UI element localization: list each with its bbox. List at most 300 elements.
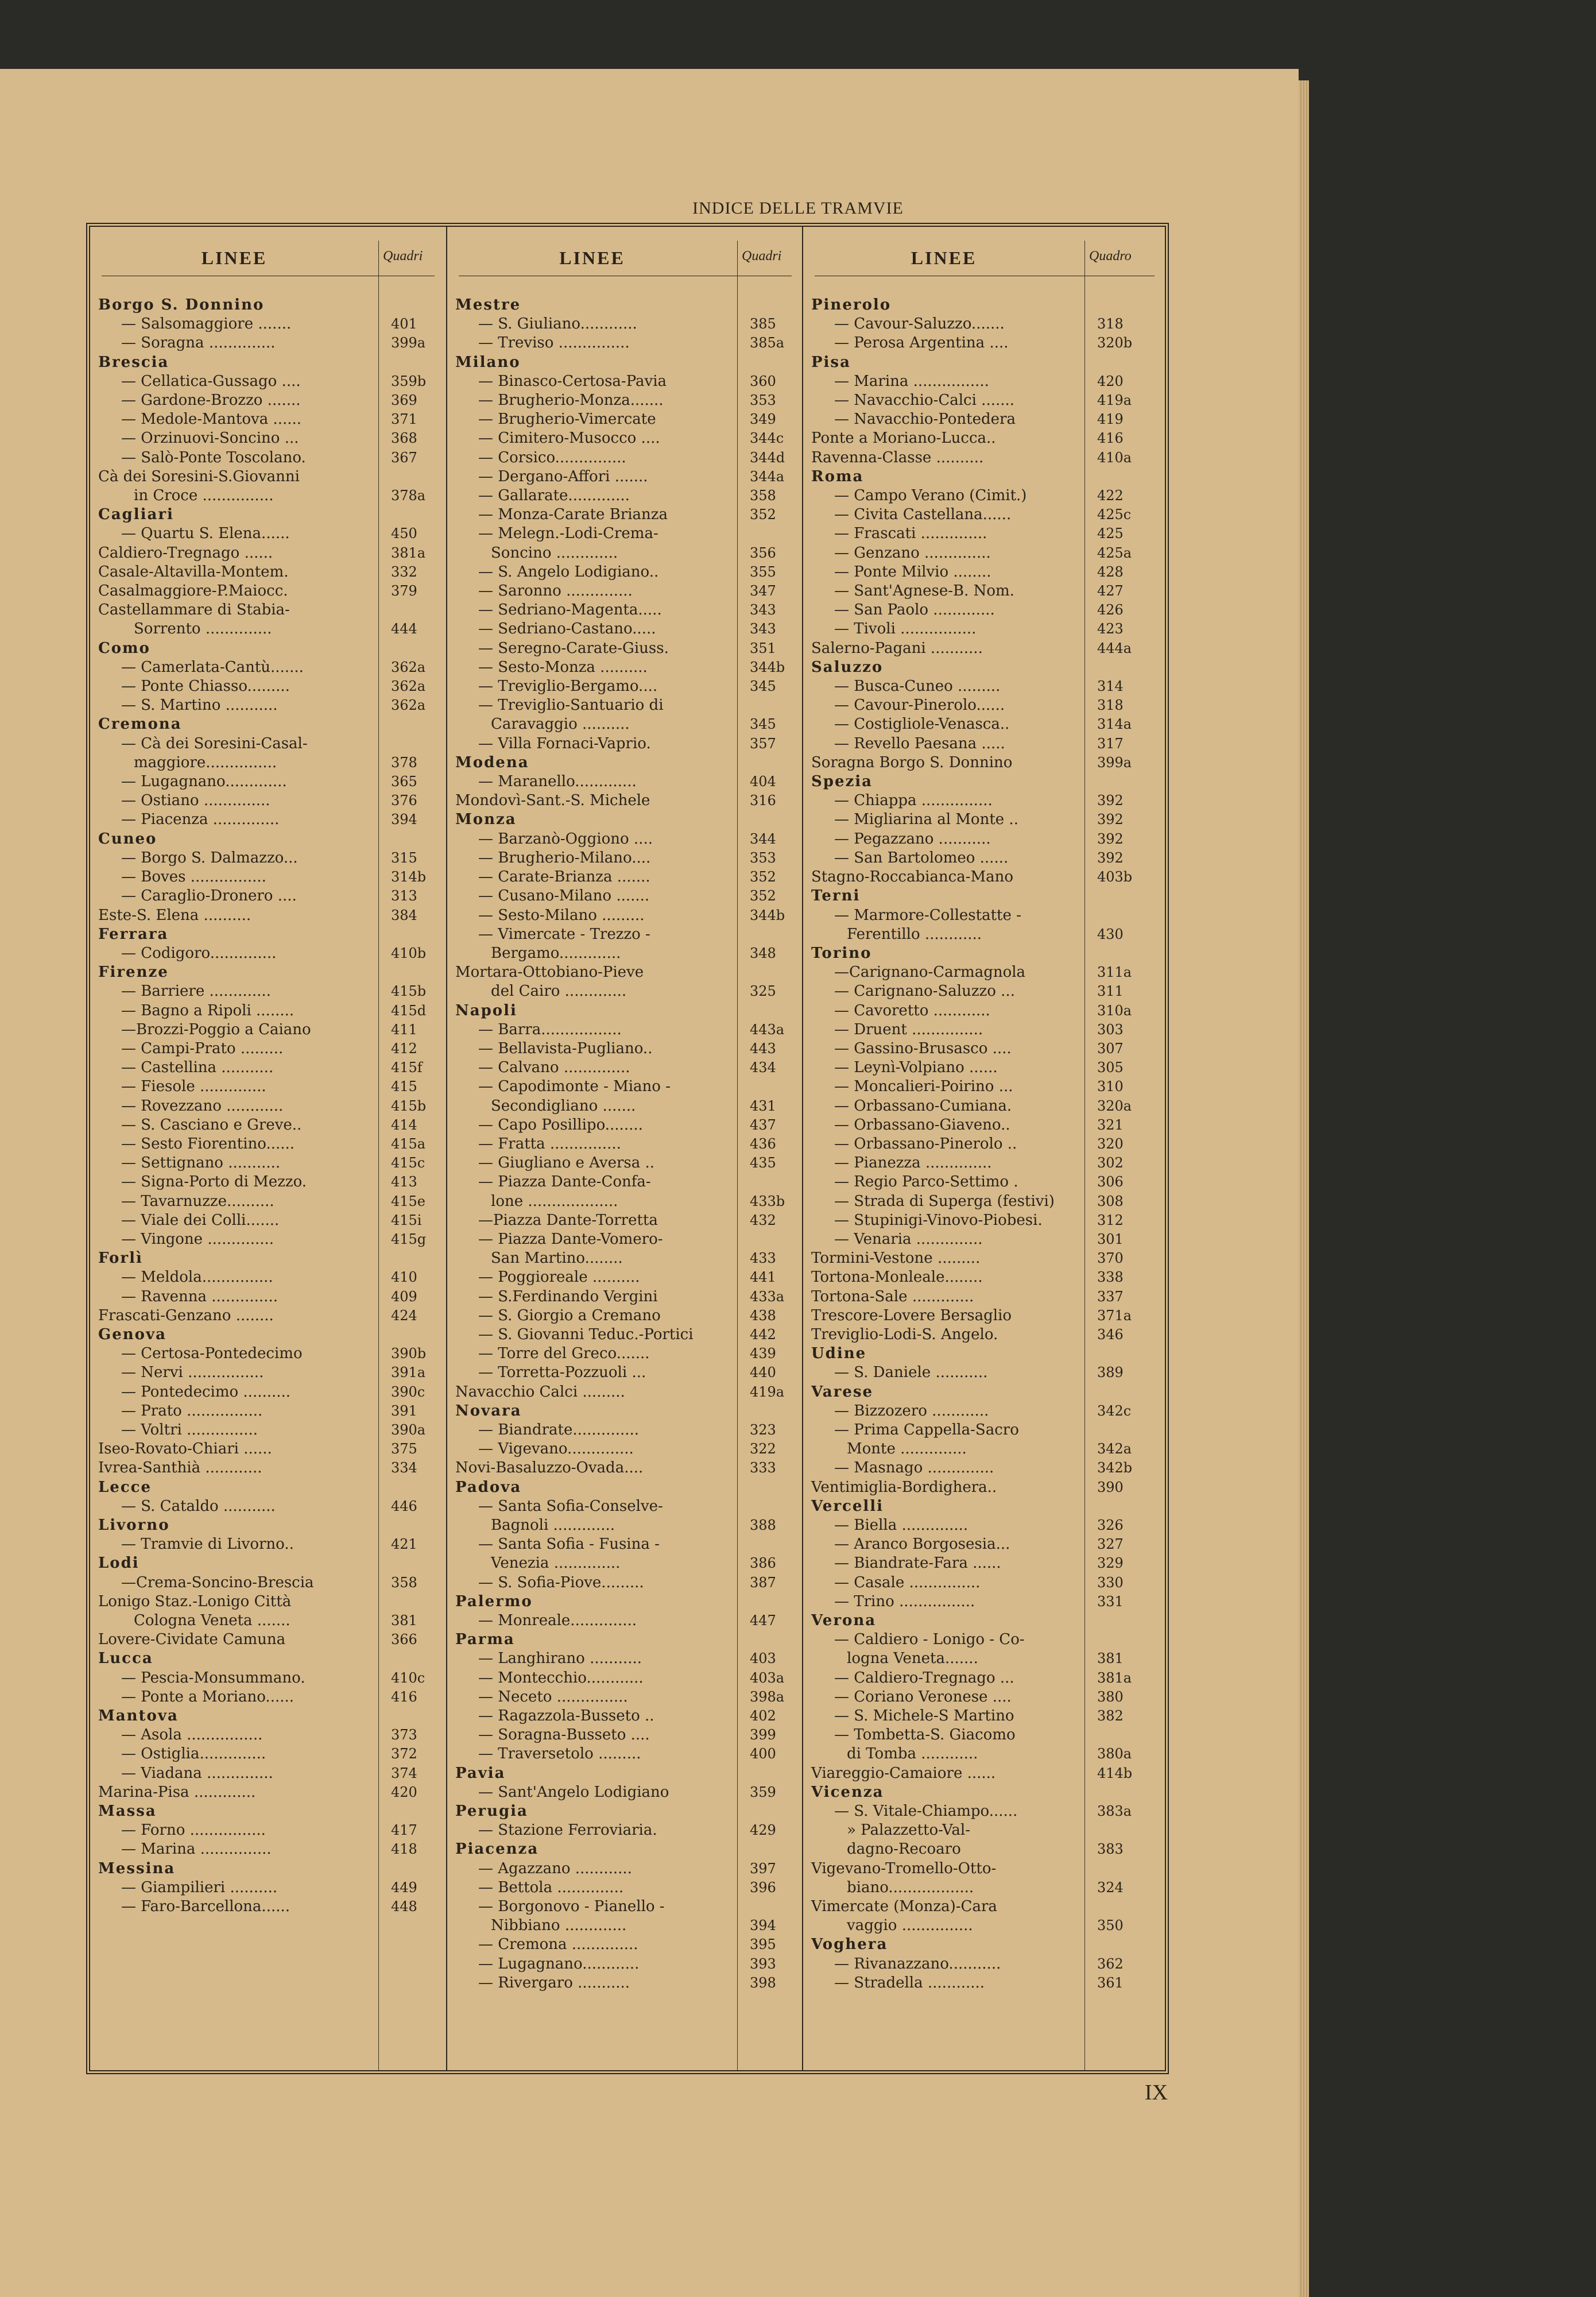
line-entry-row <box>803 1173 1166 1192</box>
city-name: Como <box>98 639 150 657</box>
line-entry-row <box>90 1630 446 1649</box>
line-entry-row <box>90 1497 446 1516</box>
line-entry-row <box>447 1116 803 1135</box>
city-heading-row <box>447 1402 803 1421</box>
quadro-number: 399 <box>750 1727 776 1743</box>
line-entry-row <box>803 1592 1166 1611</box>
quadro-number: 378a <box>391 488 426 504</box>
line-name: — Giampilieri .......... <box>121 1878 278 1896</box>
quadro-number: 399a <box>391 335 426 351</box>
line-name: — Poggioreale .......... <box>478 1269 640 1286</box>
line-name: — Pegazzano ........... <box>834 830 991 848</box>
line-name: — Bellavista-Pugliano.. <box>478 1039 653 1057</box>
city-heading-row <box>90 505 446 524</box>
quadro-number: 446 <box>391 1498 417 1514</box>
line-name: — Casale ............... <box>834 1573 981 1591</box>
quadri-heading: Quadri <box>742 249 782 264</box>
line-name: — Cà dei Soresini-Casal- <box>121 734 308 752</box>
line-name: Ravenna-Classe .......... <box>811 448 984 466</box>
line-entry-row <box>90 810 446 829</box>
line-name: Monte .............. <box>847 1440 967 1458</box>
quadro-number: 323 <box>750 1421 776 1438</box>
quadro-number: 416 <box>1097 430 1124 447</box>
line-name: Castellammare di Stabia- <box>98 601 290 619</box>
city-name: Terni <box>811 887 861 905</box>
line-name: Lonigo Staz.-Lonigo Città <box>98 1592 292 1610</box>
line-name: — Neceto ............... <box>478 1688 628 1706</box>
line-entry-row <box>90 582 446 601</box>
line-entry-row <box>90 334 446 353</box>
line-entry-row <box>90 1573 446 1592</box>
line-name: — Quartu S. Elena...... <box>121 525 290 543</box>
quadro-number: 326 <box>1097 1517 1124 1533</box>
line-entry-row <box>447 849 803 868</box>
quadro-number: 431 <box>750 1097 776 1114</box>
line-entry-row <box>90 791 446 810</box>
line-name: — Viadana .............. <box>121 1764 273 1782</box>
line-name: — Treviglio-Bergamo.... <box>478 678 658 695</box>
quadro-number: 320b <box>1097 335 1133 351</box>
line-name: —Brozzi-Poggio a Caiano <box>121 1020 311 1038</box>
quadro-number: 345 <box>750 716 776 733</box>
line-entry-row <box>447 715 803 734</box>
quadro-number: 433b <box>750 1193 785 1209</box>
line-entry-row <box>803 1058 1166 1077</box>
quadro-number: 415i <box>391 1212 422 1228</box>
quadro-number: 358 <box>750 488 776 504</box>
quadro-number: 343 <box>750 602 776 618</box>
line-entry-row <box>447 1688 803 1707</box>
quadro-number: 410a <box>1097 449 1132 466</box>
line-entry-row <box>90 486 446 505</box>
quadro-number: 442 <box>750 1326 776 1343</box>
line-entry-row <box>90 677 446 696</box>
line-name: Mondovì-Sant.-S. Michele <box>455 792 650 810</box>
quadro-number: 381a <box>391 544 426 561</box>
quadro-number: 428 <box>1097 563 1124 580</box>
quadro-number: 415e <box>391 1193 426 1209</box>
line-name: — Rivergaro ........... <box>478 1974 630 1991</box>
line-entry-row <box>447 1077 803 1096</box>
line-entry-row <box>447 1726 803 1745</box>
line-name: — S. Michele-S Martino <box>834 1707 1014 1725</box>
line-entry-row <box>447 1649 803 1668</box>
column-3 <box>802 227 1166 2070</box>
quadro-number: 318 <box>1097 697 1124 714</box>
quadro-number: 437 <box>750 1116 776 1133</box>
quadro-number: 423 <box>1097 621 1124 637</box>
city-heading-row <box>90 830 446 849</box>
city-heading-row <box>447 810 803 829</box>
line-entry-row <box>803 1745 1166 1764</box>
line-name: — Carate-Brianza ....... <box>478 868 650 886</box>
quadro-number: 380 <box>1097 1688 1124 1705</box>
line-name: — Campo Verano (Cimit.) <box>834 487 1027 505</box>
quadro-number: 343 <box>750 621 776 637</box>
line-name: Venezia .............. <box>491 1554 621 1572</box>
quadro-number: 344b <box>750 907 785 923</box>
line-entry-row <box>447 391 803 410</box>
line-name: — Bizzozero ............ <box>834 1402 989 1420</box>
city-name: Novara <box>455 1402 522 1420</box>
line-entry-row <box>447 887 803 906</box>
quadro-number: 333 <box>750 1460 776 1476</box>
quadro-number: 385a <box>750 335 785 351</box>
quadro-number: 383a <box>1097 1803 1132 1820</box>
quadro-number: 398a <box>750 1688 785 1705</box>
line-name: — Druent ............... <box>834 1020 983 1038</box>
line-name: — Marina ................ <box>834 372 989 390</box>
city-name: Messina <box>98 1859 176 1877</box>
city-heading-row <box>90 1325 446 1344</box>
city-name: Firenze <box>98 964 169 981</box>
city-name: Vercelli <box>811 1497 884 1515</box>
quadro-number: 444 <box>391 621 417 637</box>
quadro-number: 385 <box>750 316 776 332</box>
line-name: — Coriano Veronese .... <box>834 1688 1012 1706</box>
line-name: — Ragazzola-Busseto .. <box>478 1707 654 1725</box>
city-name: Massa <box>98 1803 157 1820</box>
line-entry-row <box>447 677 803 696</box>
line-name: — Prato ................ <box>121 1402 263 1420</box>
line-entry-row <box>90 1058 446 1077</box>
quadro-number: 321 <box>1097 1116 1124 1133</box>
line-name: — Revello Paesana ..... <box>834 734 1005 752</box>
line-name: — Cavour-Pinerolo...... <box>834 697 1005 714</box>
line-name: — Tavarnuzze.......... <box>121 1192 274 1210</box>
line-entry-row <box>447 1325 803 1344</box>
quadro-number: 415a <box>391 1135 426 1152</box>
quadro-number: 359b <box>391 373 427 389</box>
linee-heading: LINEE <box>559 248 625 268</box>
line-name: — Cellatica-Gussago .... <box>121 372 301 390</box>
line-name: — Ponte a Moriano...... <box>121 1688 295 1706</box>
line-name: — Piacenza .............. <box>121 811 280 829</box>
line-name: — Fratta ............... <box>478 1135 621 1153</box>
line-entry-row <box>803 677 1166 696</box>
line-entry-row <box>447 658 803 677</box>
city-heading-row <box>447 353 803 372</box>
line-entry-row <box>803 639 1166 658</box>
line-name: — Gassino-Brusasco .... <box>834 1039 1012 1057</box>
line-entry-row <box>447 1974 803 1993</box>
line-name: Stagno-Roccabianca-Mano <box>811 868 1014 886</box>
line-name: Secondigliano ....... <box>491 1097 636 1115</box>
line-name: — Pescia-Monsummano. <box>121 1669 305 1687</box>
line-entry-row <box>803 1573 1166 1592</box>
line-name: — Leynì-Volpiano ...... <box>834 1059 998 1077</box>
city-heading-row <box>90 1707 446 1726</box>
line-name: — Saronno .............. <box>478 582 633 600</box>
quadro-number: 422 <box>1097 488 1124 504</box>
line-name: — Venaria .............. <box>834 1230 983 1248</box>
line-entry-row <box>90 315 446 334</box>
line-entry-row <box>447 1916 803 1935</box>
line-entry-row <box>90 448 446 467</box>
quadro-number: 315 <box>391 849 417 866</box>
line-entry-row <box>90 1402 446 1421</box>
line-name: Marina-Pisa ............. <box>98 1783 256 1801</box>
line-entry-row <box>803 1421 1166 1440</box>
quadro-number: 372 <box>391 1746 417 1762</box>
quadro-number: 403b <box>1097 869 1133 885</box>
city-name: Parma <box>455 1631 515 1649</box>
line-entry-row <box>90 429 446 448</box>
city-name: Mantova <box>98 1707 179 1725</box>
quadro-number: 318 <box>1097 316 1124 332</box>
quadro-number: 410c <box>391 1669 425 1686</box>
city-name: Mestre <box>455 296 521 314</box>
line-name: Tormini-Vestone ......... <box>811 1250 981 1267</box>
quadro-number: 419 <box>1097 411 1124 428</box>
line-entry-row <box>447 944 803 963</box>
line-name: — Cusano-Milano ....... <box>478 887 650 905</box>
quadro-number: 384 <box>391 907 417 923</box>
line-name: — S. Martino ........... <box>121 697 278 714</box>
line-name: — Carignano-Saluzzo ... <box>834 983 1015 1000</box>
city-name: Roma <box>811 467 864 485</box>
line-name: — Treviglio-Santuario di <box>478 697 664 714</box>
line-name: — Chiappa ............... <box>834 792 993 810</box>
quadro-number: 444a <box>1097 640 1132 656</box>
line-entry-row <box>90 1039 446 1058</box>
line-name: — Gallarate............. <box>478 487 630 505</box>
line-entry-row <box>90 1306 446 1325</box>
line-entry-row <box>803 448 1166 467</box>
quadro-number: 399a <box>1097 754 1132 771</box>
line-entry-row <box>90 1783 446 1802</box>
line-entry-row <box>803 1554 1166 1573</box>
line-name: — Pianezza .............. <box>834 1154 992 1172</box>
quadro-number: 353 <box>750 392 776 409</box>
line-name: — Camerlata-Cantù....... <box>121 658 304 676</box>
quadro-number: 359 <box>750 1784 776 1800</box>
quadro-number: 371 <box>391 411 417 428</box>
line-name: — S. Angelo Lodigiano.. <box>478 563 659 581</box>
line-entry-row <box>803 1516 1166 1535</box>
city-name: Forlì <box>98 1250 143 1267</box>
quadro-number: 381 <box>1097 1650 1124 1667</box>
line-name: — Genzano .............. <box>834 544 991 562</box>
line-entry-row <box>447 429 803 448</box>
line-entry-row <box>803 1649 1166 1668</box>
quadro-number: 448 <box>391 1898 417 1915</box>
column-3-header <box>803 242 1166 276</box>
line-entry-row <box>803 696 1166 715</box>
line-entry-row <box>447 1192 803 1211</box>
quadro-number: 403 <box>750 1650 776 1667</box>
line-entry-row <box>803 1306 1166 1325</box>
line-name: lone ................... <box>491 1192 618 1210</box>
line-name: Soragna Borgo S. Donnino <box>811 753 1013 771</box>
line-entry-row <box>447 372 803 391</box>
linee-heading: LINEE <box>911 248 977 268</box>
line-name: — Salsomaggiore ....... <box>121 315 292 333</box>
line-name: — Borgo S. Dalmazzo... <box>121 849 298 867</box>
line-entry-row <box>447 601 803 620</box>
line-entry-row <box>90 1764 446 1783</box>
line-entry-row <box>90 372 446 391</box>
line-name: — Rivanazzano........... <box>834 1955 1001 1973</box>
quadro-number: 415b <box>391 983 427 1000</box>
line-entry-row <box>447 1363 803 1382</box>
quadro-heading: Quadro <box>1089 249 1132 264</box>
line-name: — Rovezzano ............ <box>121 1097 284 1115</box>
city-name: Pinerolo <box>811 296 892 314</box>
line-entry-row <box>803 1478 1166 1497</box>
line-name: — Sant'Agnese-B. Nom. <box>834 582 1014 600</box>
line-entry-row <box>90 1745 446 1764</box>
quadro-number: 388 <box>750 1517 776 1533</box>
line-entry-row <box>803 524 1166 543</box>
line-entry-row <box>803 1268 1166 1287</box>
quadro-number: 440 <box>750 1364 776 1381</box>
line-entry-row <box>90 1363 446 1382</box>
quadro-number: 410b <box>391 945 427 961</box>
line-entry-row <box>803 372 1166 391</box>
quadro-number: 382 <box>1097 1708 1124 1724</box>
line-name: — Corsico............... <box>478 448 626 466</box>
line-entry-row <box>803 563 1166 582</box>
line-name: — Regio Parco-Settimo . <box>834 1173 1018 1191</box>
line-name: — San Paolo ............. <box>834 601 995 619</box>
line-entry-row <box>803 1535 1166 1554</box>
line-name: Ivrea-Santhià ............ <box>98 1459 262 1477</box>
line-name: — Soragna-Busseto .... <box>478 1726 650 1744</box>
line-name: — Trino ................ <box>834 1592 975 1610</box>
line-entry-row <box>803 1726 1166 1745</box>
quadro-number: 307 <box>1097 1040 1124 1057</box>
quadro-number: 366 <box>391 1631 417 1648</box>
line-entry-row <box>803 505 1166 524</box>
line-entry-row <box>447 1383 803 1402</box>
line-name: — San Bartolomeo ...... <box>834 849 1009 867</box>
line-name: — Campi-Prato ......... <box>121 1039 284 1057</box>
line-name: — Tramvie di Livorno.. <box>121 1536 294 1553</box>
line-name: — Santa Sofia - Fusina - <box>478 1536 660 1553</box>
line-entry-row <box>803 1916 1166 1935</box>
line-name: — Melegn.-Lodi-Crema- <box>478 525 658 543</box>
line-entry-row <box>447 1154 803 1173</box>
quadro-number: 415 <box>391 1078 417 1095</box>
line-name: Navacchio Calci ......... <box>455 1383 625 1401</box>
line-name: — Sesto Fiorentino...... <box>121 1135 295 1153</box>
city-heading-row <box>90 963 446 982</box>
line-name: — Brugherio-Milano.... <box>478 849 651 867</box>
line-name: Sorrento .............. <box>134 620 272 638</box>
quadro-number: 415c <box>391 1155 425 1171</box>
line-name: — Monreale.............. <box>478 1612 637 1630</box>
line-name: San Martino........ <box>491 1250 623 1267</box>
line-entry-row <box>447 868 803 887</box>
city-name: Spezia <box>811 773 873 791</box>
quadro-number: 381 <box>391 1612 417 1629</box>
line-entry-row <box>447 1745 803 1764</box>
line-name: — Caldiero-Tregnago ... <box>834 1669 1014 1687</box>
line-entry-row <box>803 1859 1166 1878</box>
quadro-number: 302 <box>1097 1155 1124 1171</box>
line-entry-row <box>447 1211 803 1230</box>
quadro-number: 338 <box>1097 1269 1124 1286</box>
line-name: — Certosa-Pontedecimo <box>121 1345 303 1363</box>
line-entry-row <box>447 1173 803 1192</box>
line-name: Cà dei Soresini-S.Giovanni <box>98 467 300 485</box>
line-entry-row <box>447 524 803 543</box>
quadro-number: 390a <box>391 1421 426 1438</box>
line-name: — Cavour-Saluzzo....... <box>834 315 1005 333</box>
line-entry-row <box>803 1764 1166 1783</box>
quadro-number: 356 <box>750 544 776 561</box>
city-name: Lucca <box>98 1650 153 1668</box>
quadro-number: 378 <box>391 754 417 771</box>
city-heading-row <box>803 1783 1166 1802</box>
line-name: — Barriere ............. <box>121 983 271 1000</box>
quadro-number: 390 <box>1097 1479 1124 1495</box>
city-name: Palermo <box>455 1592 533 1610</box>
quadro-number: 360 <box>750 373 776 389</box>
line-entry-row <box>803 1402 1166 1421</box>
line-name: — S. Giuliano............ <box>478 315 637 333</box>
line-name: — Ponte Chiasso......... <box>121 678 290 695</box>
line-entry-row <box>90 1897 446 1916</box>
city-name: Verona <box>811 1612 877 1630</box>
line-name: — Faro-Barcellona...... <box>121 1898 290 1916</box>
quadro-number: 327 <box>1097 1536 1124 1553</box>
quadro-number: 390b <box>391 1345 427 1362</box>
line-name: Vigevano-Tromello-Otto- <box>811 1859 997 1877</box>
line-name: Ponte a Moriano-Lucca.. <box>811 430 996 447</box>
quadro-number: 415g <box>391 1231 427 1247</box>
city-heading-row <box>90 925 446 944</box>
quadro-number: 316 <box>750 792 776 809</box>
quadro-number: 369 <box>391 392 417 409</box>
quadro-number: 447 <box>750 1612 776 1629</box>
line-entry-row <box>90 772 446 791</box>
quadro-number: 367 <box>391 449 417 466</box>
line-name: — Montecchio............ <box>478 1669 644 1687</box>
city-name: Cagliari <box>98 506 174 524</box>
city-heading-row <box>803 944 1166 963</box>
line-entry-row <box>90 1383 446 1402</box>
quadro-number: 391a <box>391 1364 426 1381</box>
city-name: Padova <box>455 1478 522 1496</box>
line-entry-row <box>803 791 1166 810</box>
quadro-number: 325 <box>750 983 776 1000</box>
quadro-number: 425a <box>1097 544 1132 561</box>
line-name: — S. Vitale-Chiampo...... <box>834 1803 1018 1820</box>
line-name: dagno-Recoaro <box>847 1840 961 1858</box>
line-entry-row <box>447 1287 803 1306</box>
line-entry-row <box>803 1897 1166 1916</box>
line-name: — S. Giovanni Teduc.-Portici <box>478 1325 694 1343</box>
line-entry-row <box>90 410 446 429</box>
line-entry-row <box>90 1230 446 1249</box>
quadro-number: 314b <box>391 869 427 885</box>
quadro-number: 390c <box>391 1383 425 1400</box>
line-name: vaggio ............... <box>847 1917 973 1935</box>
line-entry-row <box>447 791 803 810</box>
line-name: — Busca-Cuneo ......... <box>834 678 1001 695</box>
quadro-number: 429 <box>750 1822 776 1839</box>
quadro-number: 342a <box>1097 1441 1132 1457</box>
line-name: — Castellina ........... <box>121 1059 274 1077</box>
line-entry-row <box>803 1020 1166 1039</box>
line-name: — Sesto-Milano ......... <box>478 906 645 924</box>
line-name: — Fiesole .............. <box>121 1078 266 1096</box>
line-entry-row <box>447 1268 803 1287</box>
city-name: Borgo S. Donnino <box>98 296 265 314</box>
line-entry-row <box>447 410 803 429</box>
